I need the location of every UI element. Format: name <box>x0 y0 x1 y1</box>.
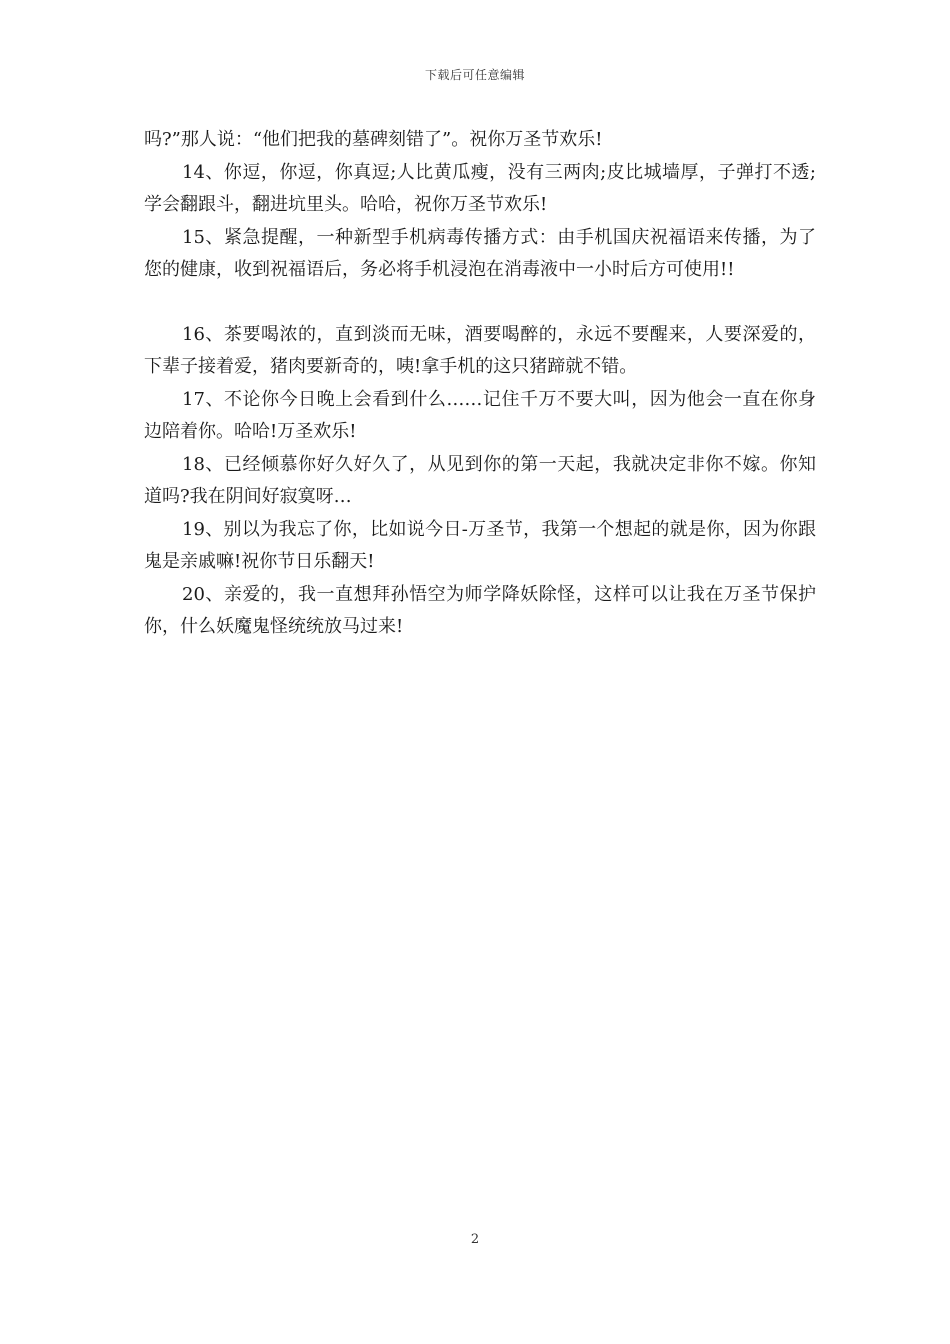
paragraph-19: 19、别以为我忘了你，比如说今日-万圣节，我第一个想起的就是你，因为你跟鬼是亲戚嘛!祝你节日乐翻天! <box>144 518 816 572</box>
document-body <box>144 124 816 644</box>
paragraph-spacer <box>144 287 816 319</box>
paragraph-18: 18、已经倾慕你好久好久了，从见到你的第一天起，我就决定非你不嫁。你知道吗?我在阴间好寂寞呀… <box>144 453 816 507</box>
paragraph-20: 20、亲爱的，我一直想拜孙悟空为师学降妖除怪，这样可以让我在万圣节保护你，什么妖魔鬼怪统统放马过来! <box>144 583 816 637</box>
paragraph-continuation: 吗?”那人说：“他们把我的墓碑刻错了”。祝你万圣节欢乐! <box>144 129 603 150</box>
paragraph-17: 17、不论你今日晚上会看到什么……记住千万不要大叫，因为他会一直在你身边陪着你。哈哈!万圣欢乐! <box>144 388 816 442</box>
paragraph-14: 14、你逗，你逗，你真逗;人比黄瓜瘦，没有三两肉;皮比城墙厚，子弹打不透;学会翻跟斗，翻进坑里头。哈哈，祝你万圣节欢乐! <box>144 161 816 215</box>
paragraph-16: 16、茶要喝浓的，直到淡而无味，酒要喝醉的，永远不要醒来，人要深爱的，下辈子接着爱，猪肉要新奇的，咦!拿手机的这只猪蹄就不错。 <box>144 323 816 377</box>
page-number: 2 <box>470 1232 480 1247</box>
page-header: 下载后可任意编辑 <box>424 68 525 82</box>
paragraph-15: 15、紧急提醒，一种新型手机病毒传播方式：由手机国庆祝福语来传播，为了您的健康，收到祝福语后，务必将手机浸泡在消毒液中一小时后方可使用!! <box>144 226 816 280</box>
